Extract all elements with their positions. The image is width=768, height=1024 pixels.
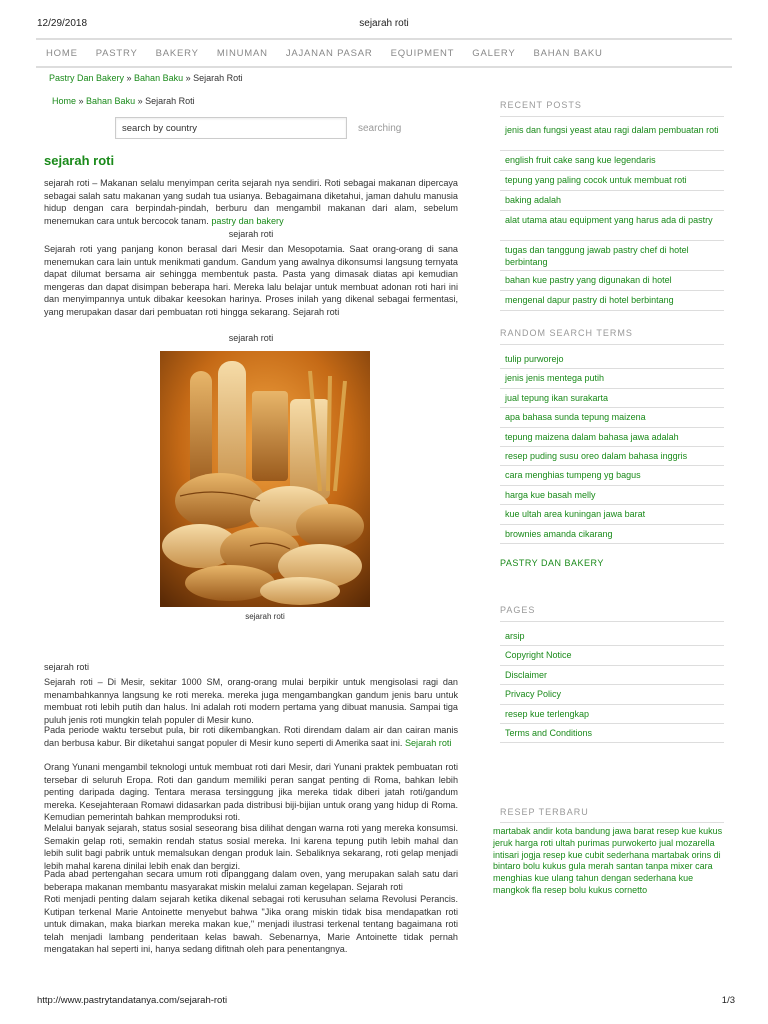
breadcrumb-sep: » — [76, 96, 87, 106]
page-link-disclaimer[interactable]: Disclaimer — [505, 669, 548, 680]
para4-link[interactable]: Sejarah roti — [404, 737, 452, 748]
breadcrumb-secondary — [52, 96, 195, 106]
post-intro — [44, 177, 458, 227]
list-item[interactable] — [500, 151, 724, 171]
post-paragraph-3: Sejarah roti – Di Mesir, sekitar 1000 SM, orang-orang mulai berpikir untuk mengisolasi ragi dan menambahkannya langsung ke roti mereka. mereka juga mengambangkan gandum jenis baru untuk membuat roti lebih putih dan halus. Ini adalah roti modern pertama yang dibuat manusia. Sampai tiga puluh jenis roti mungkin telah populer di Mesir kuno. — [44, 677, 458, 725]
search-term-link[interactable]: kue ultah area kuningan jawa barat — [505, 509, 646, 520]
list-item[interactable] — [500, 724, 724, 743]
breadcrumb-current-2: Sejarah Roti — [145, 96, 195, 106]
list-item[interactable] — [500, 646, 724, 665]
list-item[interactable] — [500, 428, 724, 447]
search-term-link[interactable]: tepung maizena dalam bahasa jawa adalah — [505, 431, 679, 442]
section-subhead: sejarah roti — [44, 662, 89, 672]
nav-jajanan-pasar[interactable]: JAJANAN PASAR — [285, 47, 373, 59]
print-header — [0, 18, 768, 32]
list-item[interactable] — [500, 408, 724, 427]
recent-post-link[interactable]: alat utama atau equipment yang harus ada di pastry — [505, 215, 713, 225]
post-paragraph-2: Sejarah roti yang panjang konon berasal dari Mesir dan Mesopotamia. Saat orang-orang di sana menemukan cara lain untuk menikmati gandum. Gandum yang awalnya dikonsumsi langsung ternyata dapat dilumat bersama air sehingga membentuk pasta. Pasta yang dimasak diatas api kemudian mengeras dan dapat disimpan beberapa hari. Mereka lalu belajar untuk membuat adonan roti hari ini dan menyimpannya untuk dibakar keesokan harinya. Proses inilah yang dikenal sebagai fermentasi, yang merupakan dasar dari pembuatan roti hingga sekarang. Sejarah roti — [44, 244, 458, 317]
recent-post-link[interactable]: tugas dan tanggung jawab pastry chef di hotel berbintang — [505, 245, 689, 267]
breadcrumb — [49, 73, 243, 83]
random-search-heading: RANDOM SEARCH TERMS — [500, 328, 633, 338]
list-item[interactable] — [500, 685, 724, 704]
nav-bakery[interactable]: BAKERY — [155, 47, 199, 59]
list-item[interactable] — [500, 447, 724, 466]
list-item[interactable] — [500, 389, 724, 408]
print-page-number: 1/3 — [721, 995, 735, 1006]
print-url: http://www.pastrytandatanya.com/sejarah-roti — [37, 995, 228, 1006]
caption-2: sejarah roti — [228, 333, 274, 343]
pages-list — [500, 627, 724, 743]
intro-link[interactable]: pastry dan bakery — [211, 215, 284, 226]
nav-minuman[interactable]: MINUMAN — [216, 47, 268, 59]
divider — [500, 116, 724, 117]
list-item[interactable] — [500, 121, 724, 151]
nav-galery[interactable]: GALERY — [472, 47, 516, 59]
list-item[interactable] — [500, 171, 724, 191]
recent-post-link[interactable]: tepung yang paling cocok untuk membuat roti — [505, 175, 687, 185]
search-term-link[interactable]: tulip purworejo — [505, 354, 564, 364]
post-title: sejarah roti — [44, 153, 115, 168]
caption-1: sejarah roti — [228, 229, 274, 239]
list-item[interactable] — [500, 350, 724, 369]
search-button[interactable]: searching — [358, 123, 402, 134]
recent-post-link[interactable]: baking adalah — [505, 195, 562, 205]
list-item[interactable] — [500, 211, 724, 241]
page-link-terms[interactable]: Terms and Conditions — [505, 727, 593, 738]
list-item[interactable] — [500, 666, 724, 685]
top-navigation — [36, 38, 732, 68]
recent-post-link[interactable]: jenis dan fungsi yeast atau ragi dalam pembuatan roti — [505, 125, 719, 135]
nav-bahan-baku[interactable]: BAHAN BAKU — [533, 47, 603, 59]
post-paragraph-7: Pada abad pertengahan secara umum roti dipanggang dalam oven, yang merupakan salah satu dari beberapa makanan membantu masyarakat miskin melalui zaman kegelapan. Sejarah roti — [44, 869, 458, 892]
bread-photo — [160, 351, 370, 607]
breadcrumb-sep: » — [124, 73, 135, 83]
recent-posts-list — [500, 121, 724, 311]
recent-posts-heading: RECENT POSTS — [500, 100, 582, 110]
search-term-link[interactable]: cara menghias tumpeng yg bagus — [505, 470, 641, 481]
print-title: sejarah roti — [359, 18, 409, 29]
resep-terbaru-heading: RESEP TERBARU — [500, 807, 589, 817]
nav-pastry[interactable]: PASTRY — [95, 47, 138, 59]
photo-caption: sejarah roti — [245, 612, 285, 621]
list-item[interactable] — [500, 525, 724, 544]
breadcrumb-bahan-baku-link[interactable]: Bahan Baku — [134, 73, 184, 83]
search-term-link[interactable]: jenis jenis mentega putih — [505, 373, 605, 384]
pages-heading: PAGES — [500, 605, 536, 615]
page-link-arsip[interactable]: arsip — [505, 631, 525, 641]
page-link-resep[interactable]: resep kue terlengkap — [505, 708, 590, 719]
search-term-link[interactable]: resep puding susu oreo dalam bahasa inggris — [505, 450, 688, 461]
post-paragraph-6: Melalui banyak sejarah, status sosial seseorang bisa dilihat dengan warna roti yang mereka konsumsi. Semakin gelap roti, semakin rendah status sosial mereka. Ini karena tepung putih lebih mahal dan lebih sulit bagi pabrik untuk memalsukan dengan produk lain. Sebaliknya sekarang, roti gelap menjadi lebih mahal karena dinilai lebih enak dan bergizi. — [44, 823, 458, 871]
divider — [500, 822, 724, 823]
breadcrumb-home-link[interactable]: Home — [52, 96, 77, 106]
list-item[interactable] — [500, 505, 724, 524]
breadcrumb-sep: » — [135, 96, 146, 106]
recent-post-link[interactable]: bahan kue pastry yang digunakan di hotel — [505, 275, 672, 285]
list-item[interactable] — [500, 369, 724, 388]
list-item[interactable] — [500, 466, 724, 485]
divider — [500, 621, 724, 622]
divider — [500, 344, 724, 345]
post-paragraph-5: Orang Yunani mengambil teknologi untuk membuat roti dari Mesir, dari Yunani praktek pembuatan roti tersebar di seluruh Eropa. Roti dan gandum memiliki peran sangat penting di Roma, bahkan lebih penting daripada daging. Tentara merasa tersinggung jika mereka tidak diberi jatah roti/gandum mereka. Kesejahteraan Romawi didasarkan pada distribusi biji-bijian untuk orang yang hidup di Roma. Kemudian pemerintah bahkan memproduksi roti. — [44, 762, 458, 823]
search-input[interactable]: search by country — [115, 117, 347, 139]
nav-home[interactable]: HOME — [46, 47, 78, 59]
pastry-bakery-heading: PASTRY DAN BAKERY — [500, 558, 604, 568]
list-item[interactable] — [500, 627, 724, 646]
list-item[interactable] — [500, 191, 724, 211]
breadcrumb-pastry-link[interactable]: Pastry Dan Bakery — [49, 73, 125, 83]
page-link-privacy[interactable]: Privacy Policy — [505, 689, 562, 700]
list-item[interactable] — [500, 271, 724, 291]
page-link-copyright[interactable]: Copyright Notice — [505, 650, 572, 661]
search-term-link[interactable]: brownies amanda cikarang — [505, 528, 613, 539]
search-term-link[interactable]: jual tepung ikan surakarta — [505, 392, 609, 403]
nav-equipment[interactable]: EQUIPMENT — [390, 47, 455, 59]
recent-post-link[interactable]: mengenal dapur pastry di hotel berbintang — [505, 295, 674, 305]
breadcrumb-sep: » — [183, 73, 194, 83]
print-date: 12/29/2018 — [37, 18, 88, 29]
resep-terbaru-list[interactable]: martabak andir kota bandung jawa barat resep kue kukus jeruk harga roti ultah purimas purwokerto jual mozarella intisari jogja resep kue cubit sederhana martabak orins di bintaro bolu kukus gula merah santan tanpa mixer cara menghias kue ulang tahun dengan sederhana kue mangkok fla resep bolu kukus cornetto — [493, 826, 723, 895]
random-search-list — [500, 350, 724, 544]
breadcrumb-bahan-baku-link-2[interactable]: Bahan Baku — [86, 96, 136, 106]
search-term-link[interactable]: apa bahasa sunda tepung maizena — [505, 412, 646, 423]
intro-text: sejarah roti – Makanan selalu menyimpan cerita sejarah nya sendiri. Roti sebagai makanan dipercaya sebagai salah satu makanan yang sudah tua usianya. Bebagaimana diketahui, jaman dahulu manusia hidup dengan cara berpindah-pindah, berburu dan mengambil makanan dari alam, sebelum menemukan cara untuk bercocok tanam. — [44, 178, 458, 226]
recent-post-link[interactable]: english fruit cake sang kue legendaris — [505, 155, 656, 165]
list-item[interactable] — [500, 705, 724, 724]
breadcrumb-current: Sejarah Roti — [193, 73, 243, 83]
post-paragraph-4 — [44, 724, 458, 749]
para4-text: Pada periode waktu tersebut pula, bir roti dikembangkan. Roti direndam dalam air dan cairan manis dan berbusa kabur. Bir diketahui sangat populer di Mesir kuno seperti di Amerika saat ini. — [44, 725, 458, 748]
list-item[interactable] — [500, 241, 724, 271]
list-item[interactable] — [500, 486, 724, 505]
list-item[interactable] — [500, 291, 724, 311]
post-paragraph-8: Roti menjadi penting dalam sejarah ketika dikenal sebagai roti kerusuhan selama Revolusi Perancis. Kutipan terkenal Marie Antoinette menyebut bahwa "Jika orang miskin tidak bisa mendapatkan roti untuk dimakan, maka biarkan mereka makan kue," menjadi ilustrasi terkenal tentang bagaimana roti telah menjadi lambang penderitaan kelas bawah. Sebenarnya, Marie Antoinette tidak pernah mengatakan hal seperti ini, hanya sedang difitnah oleh para penentangnya. — [44, 894, 458, 955]
search-term-link[interactable]: harga kue basah melly — [505, 489, 596, 500]
